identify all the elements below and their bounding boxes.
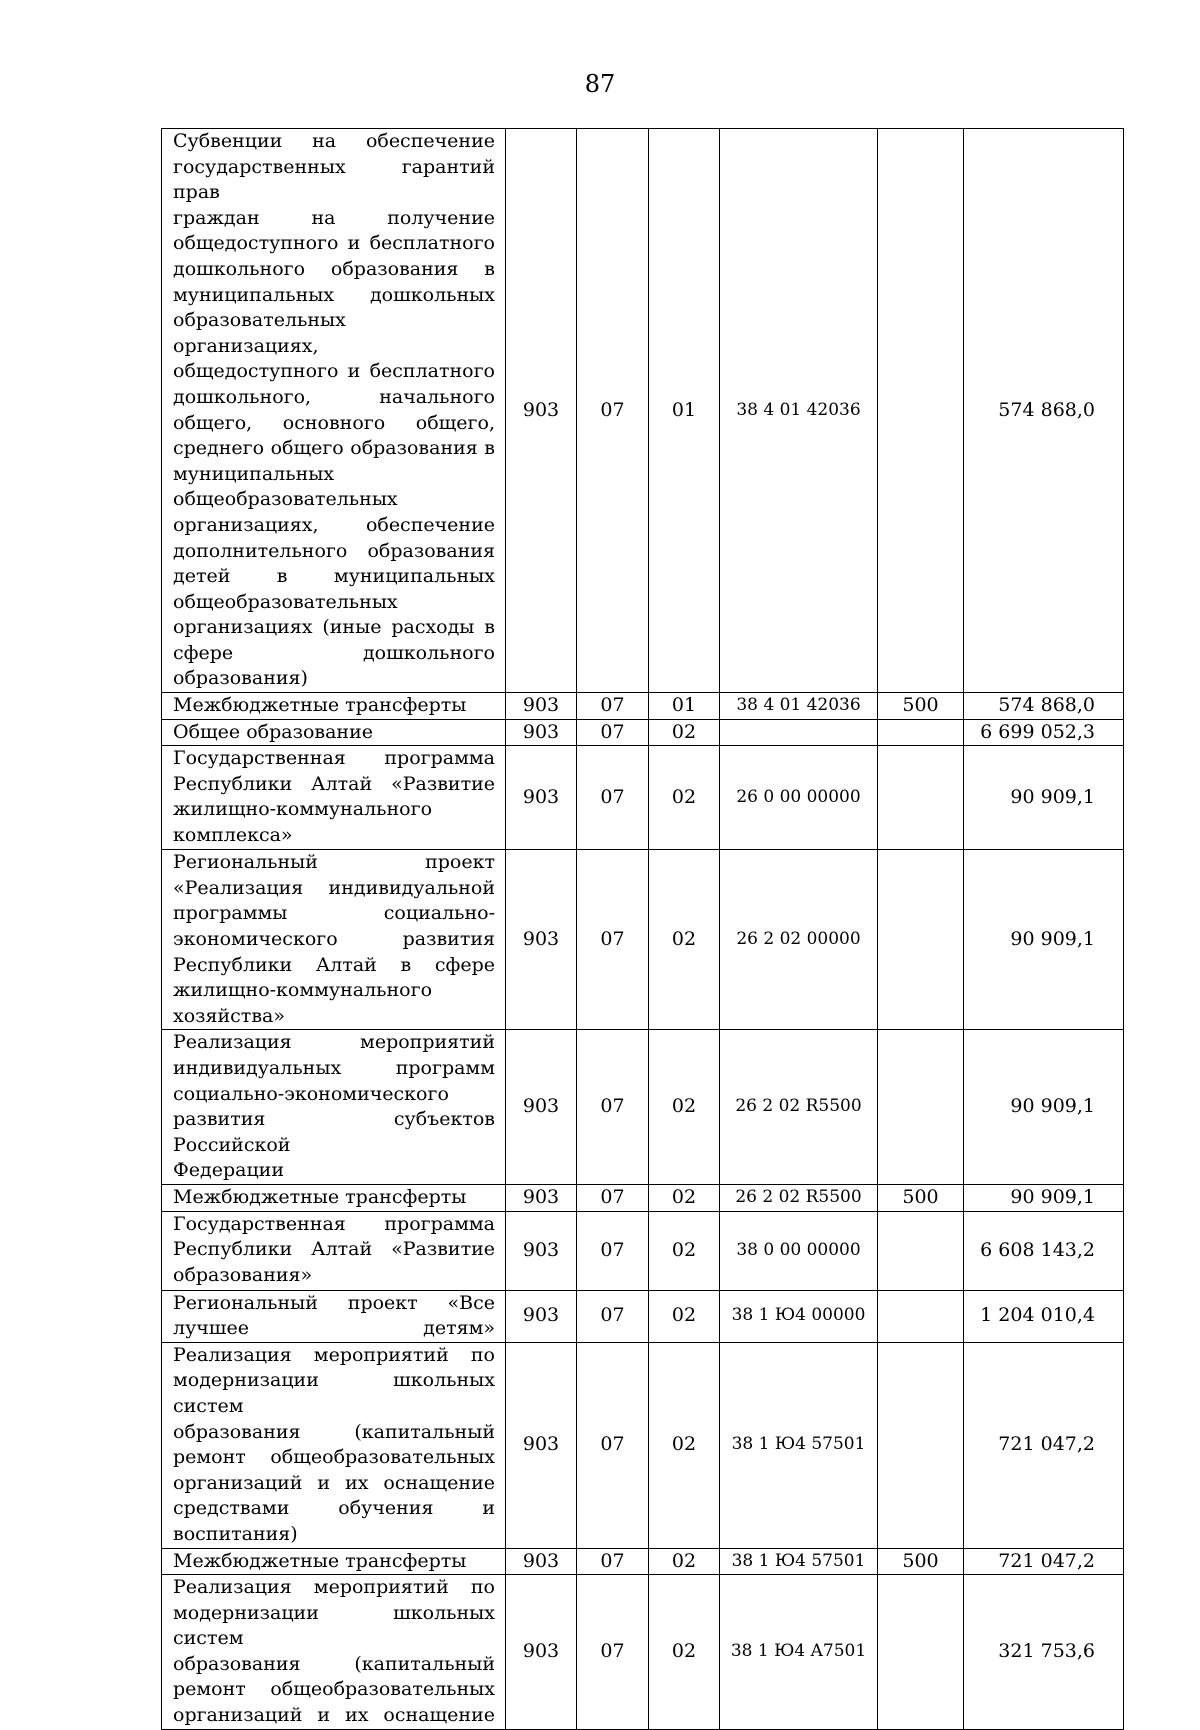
amount-cell: 1 204 010,4 — [964, 1290, 1124, 1342]
target-article-cell: 26 2 02 R5500 — [720, 1030, 878, 1185]
amount-cell: 321 753,6 — [964, 1575, 1124, 1730]
row-name-line: модернизации школьных систем — [173, 1369, 495, 1417]
row-name-line: общеобразовательных — [173, 590, 398, 613]
amount-cell: 90 909,1 — [964, 850, 1124, 1030]
table-row — [162, 1290, 1124, 1342]
table-row — [162, 719, 1124, 746]
target-article-cell: 38 0 00 00000 — [720, 1211, 878, 1290]
subsection-code-cell: 01 — [649, 129, 720, 693]
row-name-line: Региональный проект — [173, 851, 495, 874]
row-name-line: Реализация мероприятий по — [173, 1343, 495, 1366]
row-name-line: организациях, обеспечение — [173, 513, 495, 536]
ministry-code-cell: 903 — [506, 1342, 577, 1548]
amount-cell: 6 608 143,2 — [964, 1211, 1124, 1290]
table-row — [162, 693, 1124, 720]
row-name-line: хозяйства» — [173, 1004, 285, 1027]
ministry-code-cell: 903 — [506, 850, 577, 1030]
row-name-line: образовательных организациях, — [173, 309, 346, 357]
row-name-line: ремонт общеобразовательных — [173, 1678, 495, 1701]
row-name-line: дошкольного, начального — [173, 385, 495, 408]
row-name-cell — [162, 1342, 506, 1548]
target-article-cell: 38 1 Ю4 57501 — [720, 1548, 878, 1575]
budget-table — [161, 128, 1124, 1730]
expense-type-cell — [878, 1030, 964, 1185]
amount-cell: 90 909,1 — [964, 746, 1124, 850]
ministry-code-cell: 903 — [506, 693, 577, 720]
row-name-line: социально-экономического — [173, 1082, 449, 1105]
row-name-line: детей в муниципальных — [173, 565, 495, 588]
subsection-code-cell: 02 — [649, 850, 720, 1030]
section-code-cell: 07 — [577, 1575, 649, 1730]
table-row — [162, 1575, 1124, 1730]
row-name-line: дополнительного образования — [173, 539, 495, 562]
row-name-line: индивидуальных программ — [173, 1057, 495, 1079]
row-name-line: Государственная программа — [173, 1212, 495, 1235]
row-name-line: Республики Алтай в сфере — [173, 953, 495, 976]
row-name-line: образования» — [173, 1263, 313, 1286]
expense-type-cell — [878, 129, 964, 693]
row-name-cell — [162, 746, 506, 850]
row-name-line: общего, основного общего, — [173, 411, 495, 434]
target-article-cell: 38 1 Ю4 00000 — [720, 1290, 878, 1342]
row-name-line: общеобразовательных — [173, 488, 398, 511]
row-name-line: модернизации школьных систем — [173, 1601, 495, 1650]
ministry-code-cell: 903 — [506, 1548, 577, 1575]
row-name-line: Государственная программа — [173, 747, 495, 770]
table-row — [162, 1184, 1124, 1211]
ministry-code-cell: 903 — [506, 1290, 577, 1342]
ministry-code-cell: 903 — [506, 1184, 577, 1211]
expense-type-cell — [878, 850, 964, 1030]
amount-cell: 721 047,2 — [964, 1342, 1124, 1548]
row-name-line: ремонт общеобразовательных — [173, 1446, 495, 1469]
subsection-code-cell: 02 — [649, 746, 720, 850]
amount-cell: 574 868,0 — [964, 129, 1124, 693]
expense-type-cell: 500 — [878, 1548, 964, 1575]
row-name-line: Межбюджетные трансферты — [173, 1549, 467, 1572]
ministry-code-cell: 903 — [506, 746, 577, 850]
section-code-cell: 07 — [577, 719, 649, 746]
row-name-line: дошкольного образования в — [173, 257, 495, 280]
target-article-cell: 26 2 02 00000 — [720, 850, 878, 1030]
row-name-cell — [162, 850, 506, 1030]
row-name-line: воспитания) — [173, 1522, 298, 1545]
table-row — [162, 129, 1124, 693]
row-name-line: государственных гарантий прав — [173, 155, 495, 204]
subsection-code-cell: 01 — [649, 693, 720, 720]
expense-type-cell — [878, 1342, 964, 1548]
subsection-code-cell: 02 — [649, 1575, 720, 1730]
page-number: 87 — [584, 70, 616, 98]
row-name-line: сфере дошкольного образования) — [173, 641, 495, 690]
row-name-cell — [162, 1290, 506, 1342]
row-name-cell — [162, 1211, 506, 1290]
row-name-cell — [162, 129, 506, 693]
amount-cell: 90 909,1 — [964, 1184, 1124, 1211]
section-code-cell: 07 — [577, 693, 649, 720]
ministry-code-cell: 903 — [506, 129, 577, 693]
row-name-line: Межбюджетные трансферты — [173, 1185, 467, 1208]
expense-type-cell — [878, 719, 964, 746]
row-name-line: организациях (иные расходы в — [173, 616, 495, 639]
row-name-cell — [162, 719, 506, 746]
table-row — [162, 1030, 1124, 1185]
table-row — [162, 850, 1124, 1030]
row-name-cell — [162, 1030, 506, 1185]
amount-cell: 90 909,1 — [964, 1030, 1124, 1185]
row-name-line: общедоступного и бесплатного — [173, 360, 495, 383]
expense-type-cell — [878, 1290, 964, 1342]
row-name-line: программы социально- — [173, 902, 495, 925]
subsection-code-cell: 02 — [649, 719, 720, 746]
row-name-line: развития субъектов Российской — [173, 1108, 495, 1156]
table-row — [162, 1342, 1124, 1548]
ministry-code-cell: 903 — [506, 1030, 577, 1185]
table-row — [162, 1211, 1124, 1290]
section-code-cell: 07 — [577, 1211, 649, 1290]
row-name-line: организаций и их оснащение — [173, 1704, 495, 1727]
section-code-cell: 07 — [577, 1290, 649, 1342]
amount-cell: 574 868,0 — [964, 693, 1124, 720]
target-article-cell: 26 2 02 R5500 — [720, 1184, 878, 1211]
row-name-line: среднего общего образования в — [173, 437, 495, 460]
section-code-cell: 07 — [577, 1548, 649, 1575]
row-name-line: муниципальных — [173, 462, 335, 485]
row-name-line: организаций и их оснащение — [173, 1471, 495, 1494]
row-name-line: Общее образование — [173, 720, 373, 743]
row-name-line: общедоступного и бесплатного — [173, 232, 495, 255]
section-code-cell: 07 — [577, 746, 649, 850]
section-code-cell: 07 — [577, 1030, 649, 1185]
row-name-line: Региональный проект «Все — [173, 1291, 495, 1314]
target-article-cell: 38 1 Ю4 57501 — [720, 1342, 878, 1548]
expense-type-cell — [878, 1211, 964, 1290]
ministry-code-cell: 903 — [506, 1575, 577, 1730]
row-name-line: средствами обучения и — [173, 1497, 495, 1520]
section-code-cell: 07 — [577, 129, 649, 693]
subsection-code-cell: 02 — [649, 1184, 720, 1211]
section-code-cell: 07 — [577, 850, 649, 1030]
section-code-cell: 07 — [577, 1342, 649, 1548]
table-row — [162, 746, 1124, 850]
row-name-line: образования (капитальный — [173, 1420, 495, 1443]
row-name-cell — [162, 693, 506, 720]
target-article-cell — [720, 719, 878, 746]
target-article-cell: 38 1 Ю4 A7501 — [720, 1575, 878, 1730]
subsection-code-cell: 02 — [649, 1548, 720, 1575]
expense-type-cell: 500 — [878, 1184, 964, 1211]
row-name-line: комплекса» — [173, 824, 293, 847]
row-name-line: экономического развития — [173, 928, 495, 951]
subsection-code-cell: 02 — [649, 1290, 720, 1342]
row-name-line: образования (капитальный — [173, 1652, 495, 1675]
subsection-code-cell: 02 — [649, 1030, 720, 1185]
row-name-line: Федерации — [173, 1159, 284, 1182]
row-name-line: жилищно-коммунального — [173, 979, 433, 1002]
expense-type-cell: 500 — [878, 693, 964, 720]
row-name-line: Субвенции на обеспечение — [173, 130, 495, 152]
row-name-line: жилищно-коммунального — [173, 798, 433, 821]
subsection-code-cell: 02 — [649, 1211, 720, 1290]
amount-cell: 6 699 052,3 — [964, 719, 1124, 746]
expense-type-cell — [878, 746, 964, 850]
row-name-line: Республики Алтай «Развитие — [173, 772, 495, 795]
target-article-cell: 38 4 01 42036 — [720, 693, 878, 720]
row-name-line: лучшее детям» — [173, 1317, 495, 1340]
table-body — [162, 129, 1124, 1730]
row-name-line: Межбюджетные трансферты — [173, 694, 467, 717]
ministry-code-cell: 903 — [506, 719, 577, 746]
expense-type-cell — [878, 1575, 964, 1730]
row-name-line: Реализация мероприятий по — [173, 1576, 495, 1599]
row-name-line: муниципальных дошкольных — [173, 283, 495, 306]
table-row — [162, 1548, 1124, 1575]
row-name-line: граждан на получение — [173, 206, 495, 229]
row-name-cell — [162, 1548, 506, 1575]
target-article-cell: 26 0 00 00000 — [720, 746, 878, 850]
row-name-cell — [162, 1575, 506, 1730]
amount-cell: 721 047,2 — [964, 1548, 1124, 1575]
row-name-line: «Реализация индивидуальной — [173, 876, 495, 899]
target-article-cell: 38 4 01 42036 — [720, 129, 878, 693]
ministry-code-cell: 903 — [506, 1211, 577, 1290]
row-name-cell — [162, 1184, 506, 1211]
row-name-line: Республики Алтай «Развитие — [173, 1238, 495, 1261]
subsection-code-cell: 02 — [649, 1342, 720, 1548]
row-name-line: Реализация мероприятий — [173, 1031, 495, 1054]
section-code-cell: 07 — [577, 1184, 649, 1211]
